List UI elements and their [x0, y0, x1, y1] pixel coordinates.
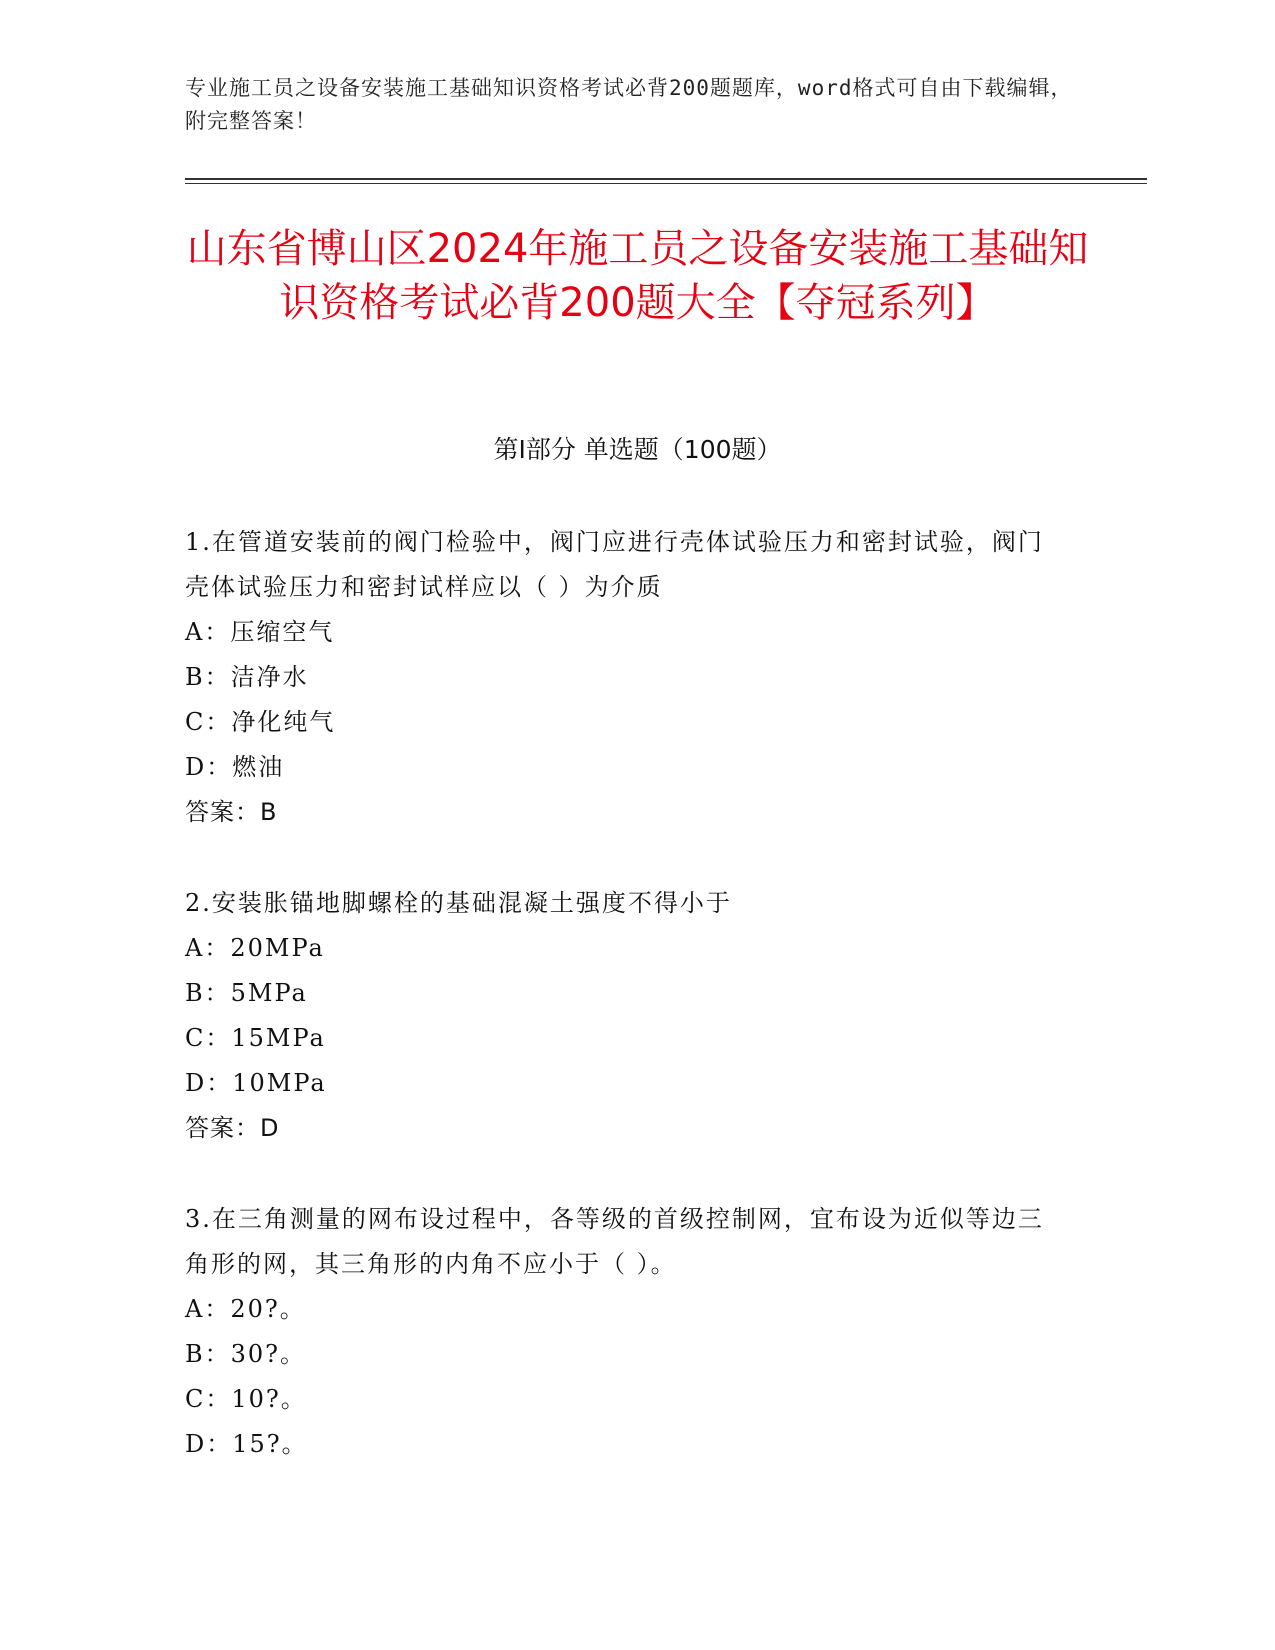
option-b: B：洁净水	[185, 663, 309, 691]
header-rule-thick	[185, 178, 1147, 180]
option-d: D：15?。	[185, 1430, 308, 1458]
question-stem: 3.在三角测量的网布设过程中，各等级的首级控制网，宜布设为近似等边三角形的网，其三角形的内角不应小于（ ）。	[185, 1205, 1044, 1278]
option-c: C：10?。	[185, 1385, 307, 1413]
option-c: C：15MPa	[185, 1024, 326, 1052]
option-b: B：30?。	[185, 1340, 307, 1368]
answer-line: 答案：D	[185, 1114, 280, 1142]
option-a: A：20MPa	[185, 934, 325, 962]
question-3	[185, 1197, 1065, 1467]
question-2	[185, 881, 1065, 1151]
question-stem: 2.安装胀锚地脚螺栓的基础混凝土强度不得小于	[185, 889, 732, 917]
answer-line: 答案：B	[185, 798, 278, 826]
header-note: 专业施工员之设备安装施工基础知识资格考试必背200题题库，word格式可自由下载编辑，附完整答案！	[185, 76, 1073, 133]
document-title: 山东省博山区2024年施工员之设备安装施工基础知识资格考试必背200题大全【夺冠系列】	[186, 226, 1089, 326]
option-b: B：5MPa	[185, 979, 308, 1007]
option-d: D：燃油	[185, 753, 285, 781]
section-heading: 第I部分 单选题（100题）	[493, 435, 782, 464]
question-list	[185, 520, 1065, 1513]
option-a: A：压缩空气	[185, 618, 335, 646]
option-a: A：20?。	[185, 1295, 306, 1323]
option-d: D：10MPa	[185, 1069, 327, 1097]
question-stem: 1.在管道安装前的阀门检验中，阀门应进行壳体试验压力和密封试验，阀门壳体试验压力和密封试样应以（ ）为介质	[185, 528, 1044, 601]
header-rule-thin	[185, 183, 1147, 184]
option-c: C：净化纯气	[185, 708, 336, 736]
question-1	[185, 520, 1065, 835]
